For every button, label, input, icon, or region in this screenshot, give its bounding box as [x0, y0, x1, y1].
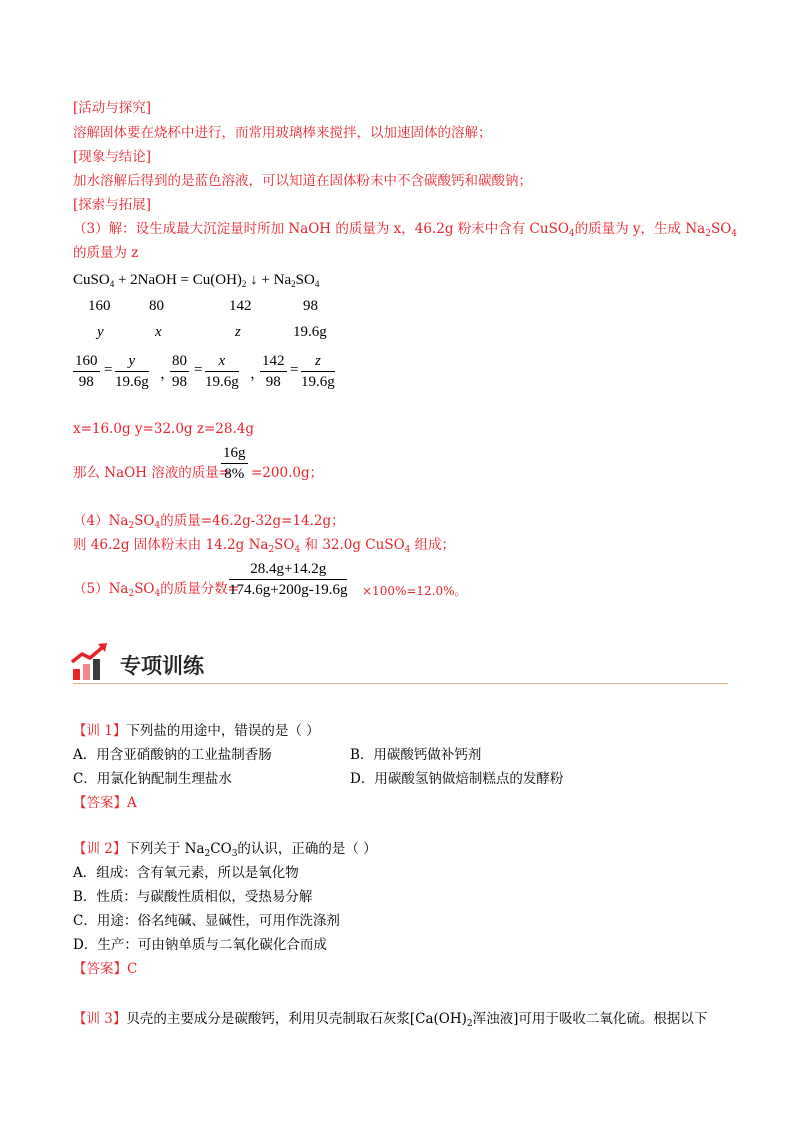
q2-option-a: A．组成：含有氧元素，所以是氧化物 [73, 865, 299, 881]
section-divider [73, 683, 728, 684]
q2-option-c: C．用途：俗名纯碱、显碱性，可用作洗涤剂 [73, 913, 340, 929]
var-z: z [235, 324, 241, 340]
text-activity: 溶解固体要在烧杯中进行，而常用玻璃棒来搅拌，以加速固体的溶解； [73, 125, 492, 141]
heading-activity: [活动与探究] [73, 100, 152, 116]
part4-line1: $(4)Na_2SO_4$的质量=46.2g-32g=14.2g； [73, 513, 345, 531]
equals-sign: = [194, 362, 203, 378]
chart-trend-icon [70, 642, 110, 682]
mass-naoh: 80 [149, 298, 164, 314]
mass-cuoh2: 142 [229, 298, 252, 314]
q2-stem: 【训 2】下列关于 $Na_2CO_3$的认识，正确的是（ ） [73, 841, 377, 859]
q1-option-d: D．用碳酸氢钠做焙制糕点的发酵粉 [350, 771, 564, 787]
naoh-mass-prefix: 那么 NaOH 溶液的质量= [73, 465, 231, 481]
q1-option-a: A．用含亚硝酸钠的工业盐制香肠 [73, 747, 272, 763]
naoh-fraction: $\frac{16g}{8\%}$ [223, 445, 246, 482]
equals-sign: = [290, 362, 299, 378]
ratio1-right: $\frac{y}{19.6g}$ [115, 353, 149, 390]
ratio1-left: $\frac{160}{98}$ [75, 353, 98, 390]
text-phenomenon: 加水溶解后得到的是蓝色溶液，可以知道在固体粉末中不含碳酸钙和碳酸钠； [73, 173, 532, 189]
mass-na2so4: 98 [303, 298, 318, 314]
equals-sign: = [104, 362, 113, 378]
part5-prefix: $(5)Na_2SO_4$的质量分数= [73, 581, 240, 599]
q1-answer: 【答案】A [73, 795, 137, 811]
ratio-sep: ， [160, 366, 176, 382]
q2-option-d: D．生产：可由钠单质与二氧化碳化合而成 [73, 937, 327, 953]
part5-suffix: ×100%=12.0%。 [362, 584, 467, 598]
q2-option-b: B．性质：与碳酸性质相似，受热易分解 [73, 889, 313, 905]
q2-answer: 【答案】C [73, 961, 138, 977]
ratio3-right: $\frac{z}{19.6g}$ [301, 353, 335, 390]
ratio3-left: $\frac{142}{98}$ [262, 353, 285, 390]
ratio2-right: $\frac{x}{19.6g}$ [205, 353, 239, 390]
var-x: x [155, 324, 162, 340]
q3-stem: 【训 3】贝壳的主要成分是碳酸钙，利用贝壳制取石灰浆[$Ca(OH)_2$浑浊液]可用于吸收二氧化硫。根据以下 [73, 1011, 708, 1029]
q1-stem: 【训 1】下列盐的用途中，错误的是（ ） [73, 723, 320, 739]
ratio2-left: $\frac{80}{98}$ [172, 353, 187, 390]
heading-explore: [探索与拓展] [73, 197, 152, 213]
part5-fraction: $\frac{28.4g+14.2g}{174.6g+200g-19.6g}$ [229, 561, 348, 598]
section-title: 专项训练 [120, 654, 204, 678]
naoh-mass-suffix: =200.0g； [251, 465, 324, 481]
mass-cuso4: 160 [88, 298, 111, 314]
q1-option-c: C．用氯化钠配制生理盐水 [73, 771, 232, 787]
var-y: y [97, 324, 104, 340]
results-xyz: x=16.0g y=32.0g z=28.4g [73, 421, 254, 437]
var-19-6g: 19.6g [293, 324, 327, 340]
heading-phenomenon: [现象与结论] [73, 149, 152, 165]
part4-line2: 则 46.2g 固体粉末由 14.2g $Na_2SO_4$ 和 32.0g CuSO$_4$ 组成； [73, 537, 456, 555]
part3-line2: 的质量为 z [73, 245, 139, 261]
chemical-equation: CuSO$_4$ + 2NaOH = $Cu(OH)_2$ ↓ + $Na_2SO_4$ [73, 272, 320, 289]
q1-option-b: B．用碳酸钙做补钙剂 [350, 747, 482, 763]
ratio-sep: ， [250, 366, 266, 382]
part3-line1: （3）解：设生成最大沉淀量时所加 NaOH 的质量为 x，46.2g 粉末中含有 CuSO$_4$的质量为 y，生成 $Na_2SO_4$ [73, 221, 738, 239]
